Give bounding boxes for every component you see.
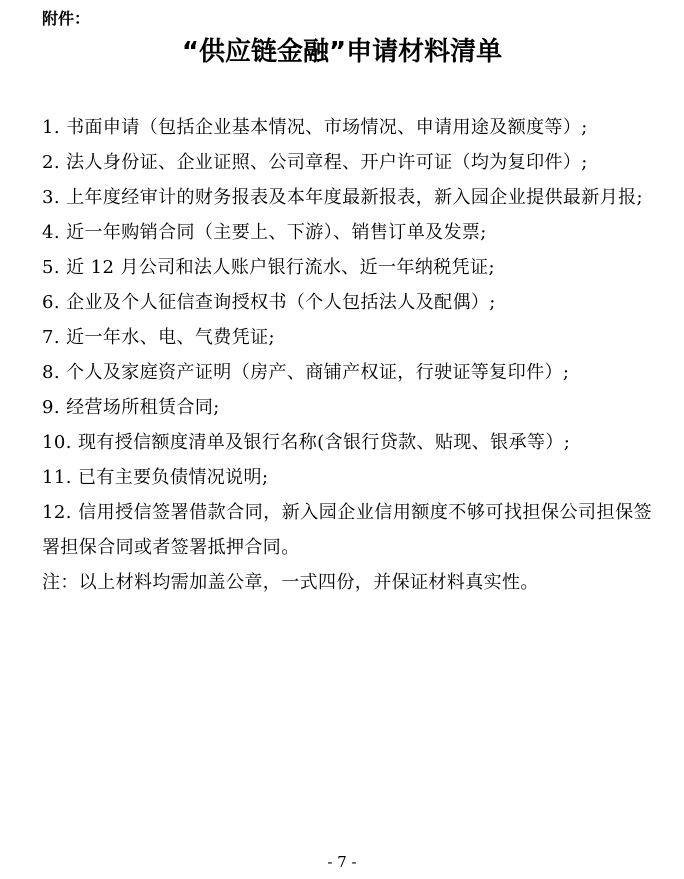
list-item: 7. 近一年水、电、气费凭证; [42, 327, 275, 348]
list-item: 10. 现有授信额度清单及银行名称(含银行贷款、贴现、银承等）; [42, 432, 571, 453]
list-item: 11. 已有主要负债情况说明; [42, 467, 269, 488]
note-text: 注：以上材料均需加盖公章，一式四份，并保证材料真实性。 [42, 572, 539, 593]
page-title: “供应链金融”申请材料清单 [181, 37, 503, 67]
list-item: 8. 个人及家庭资产证明（房产、商铺产权证，行驶证等复印件）; [42, 362, 570, 383]
list-item: 4. 近一年购销合同（主要上、下游）、销售订单及发票; [42, 222, 487, 243]
page-number: - 7 - [327, 853, 357, 871]
list-item: 1. 书面申请（包括企业基本情况、市场情况、申请用途及额度等）; [42, 117, 588, 138]
list-item: 2. 法人身份证、企业证照、公司章程、开户许可证（均为复印件）; [42, 152, 588, 173]
list-item: 5. 近 12 月公司和法人账户银行流水、近一年纳税凭证; [42, 257, 495, 278]
list-item: 3. 上年度经审计的财务报表及本年度最新报表，新入园企业提供最新月报; [42, 187, 643, 208]
materials-list [42, 110, 652, 600]
attachment-label: 附件： [42, 9, 91, 28]
list-item: 9. 经营场所租赁合同; [42, 397, 220, 418]
list-item: 12. 信用授信签署借款合同，新入园企业信用额度不够可找担保公司担保签署担保合同或者签署抵押合同。 [42, 502, 652, 558]
list-item: 6. 企业及个人征信查询授权书（个人包括法人及配偶）; [42, 292, 496, 313]
